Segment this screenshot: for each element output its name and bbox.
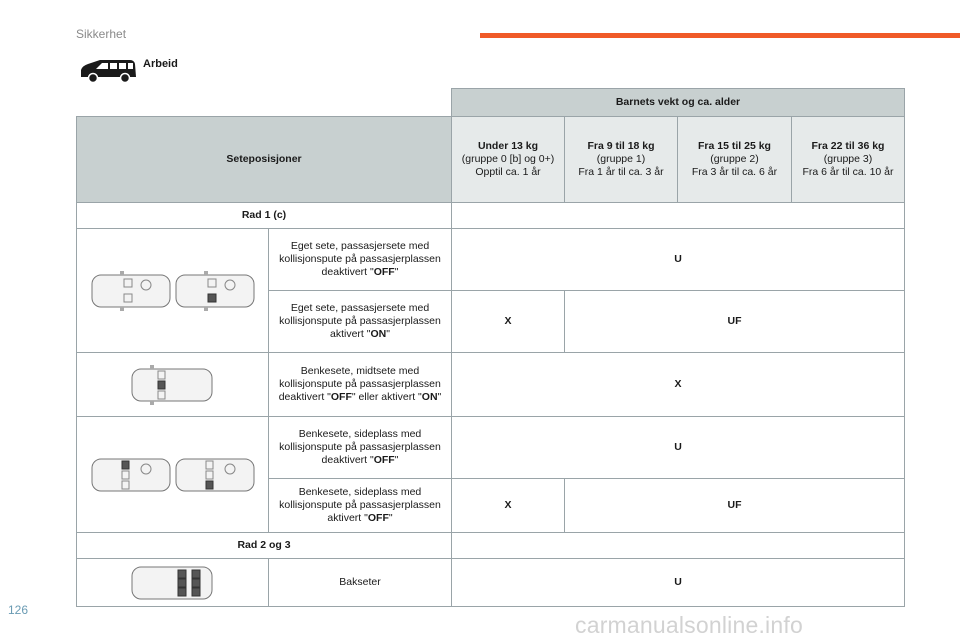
van-icon: [78, 58, 138, 84]
value-row-1: U: [452, 229, 905, 291]
value-row-rear: U: [452, 559, 905, 607]
accent-bar: [480, 33, 960, 38]
seat-diagram-single: [77, 229, 269, 353]
seat-text-rear: Bakseter: [269, 559, 452, 607]
footer-watermark: carmanualsonline.info: [575, 612, 803, 638]
seat-diagram-rear: [77, 559, 269, 607]
seat-text-2: Eget sete, passasjersete med kollisjonspute på passasjerplassen aktivert "ON": [269, 291, 452, 353]
child-seat-table: [76, 88, 905, 607]
car-seat-diagram-icon: [128, 562, 218, 604]
value-row-3: X: [452, 353, 905, 417]
seat-text-1: Eget sete, passasjersete med kollisjonspute på passasjerplassen deaktivert "OFF": [269, 229, 452, 291]
seat-text-3: Benkesete, midtsete med kollisjonspute på passasjerplassen deaktivert "OFF" eller aktivert "ON": [269, 353, 452, 417]
value-row-5a: X: [452, 479, 565, 533]
value-row-2a: X: [452, 291, 565, 353]
page-number: 126: [8, 603, 29, 617]
weight-age-header: Barnets vekt og ca. alder: [452, 89, 905, 117]
car-seat-diagram-icon: [128, 363, 218, 407]
row1-label: Rad 1 (c): [77, 203, 452, 229]
car-seat-diagram-icon: [88, 453, 258, 497]
group-3-header: Fra 22 til 36 kg (gruppe 3) Fra 6 år til ca. 10 år: [792, 117, 905, 203]
seat-text-5: Benkesete, sideplass med kollisjonspute på passasjerplassen aktivert "OFF": [269, 479, 452, 533]
value-row-2b: UF: [565, 291, 905, 353]
section-title: Sikkerhet: [76, 27, 127, 41]
group-2-header: Fra 15 til 25 kg (gruppe 2) Fra 3 år til ca. 6 år: [678, 117, 792, 203]
value-row-4: U: [452, 417, 905, 479]
seat-position-header: Seteposisjoner: [77, 117, 452, 203]
value-row-5b: UF: [565, 479, 905, 533]
seat-diagram-bench-side: [77, 417, 269, 533]
row2-label: Rad 2 og 3: [77, 533, 452, 559]
group-1-header: Fra 9 til 18 kg (gruppe 1) Fra 1 år til ca. 3 år: [565, 117, 678, 203]
subtitle: Arbeid: [143, 58, 178, 70]
seat-diagram-bench-middle: [77, 353, 269, 417]
seat-text-4: Benkesete, sideplass med kollisjonspute på passasjerplassen deaktivert "OFF": [269, 417, 452, 479]
group-0-header: Under 13 kg (gruppe 0 [b] og 0+) Opptil ca. 1 år: [452, 117, 565, 203]
car-seat-diagram-icon: [88, 269, 258, 313]
